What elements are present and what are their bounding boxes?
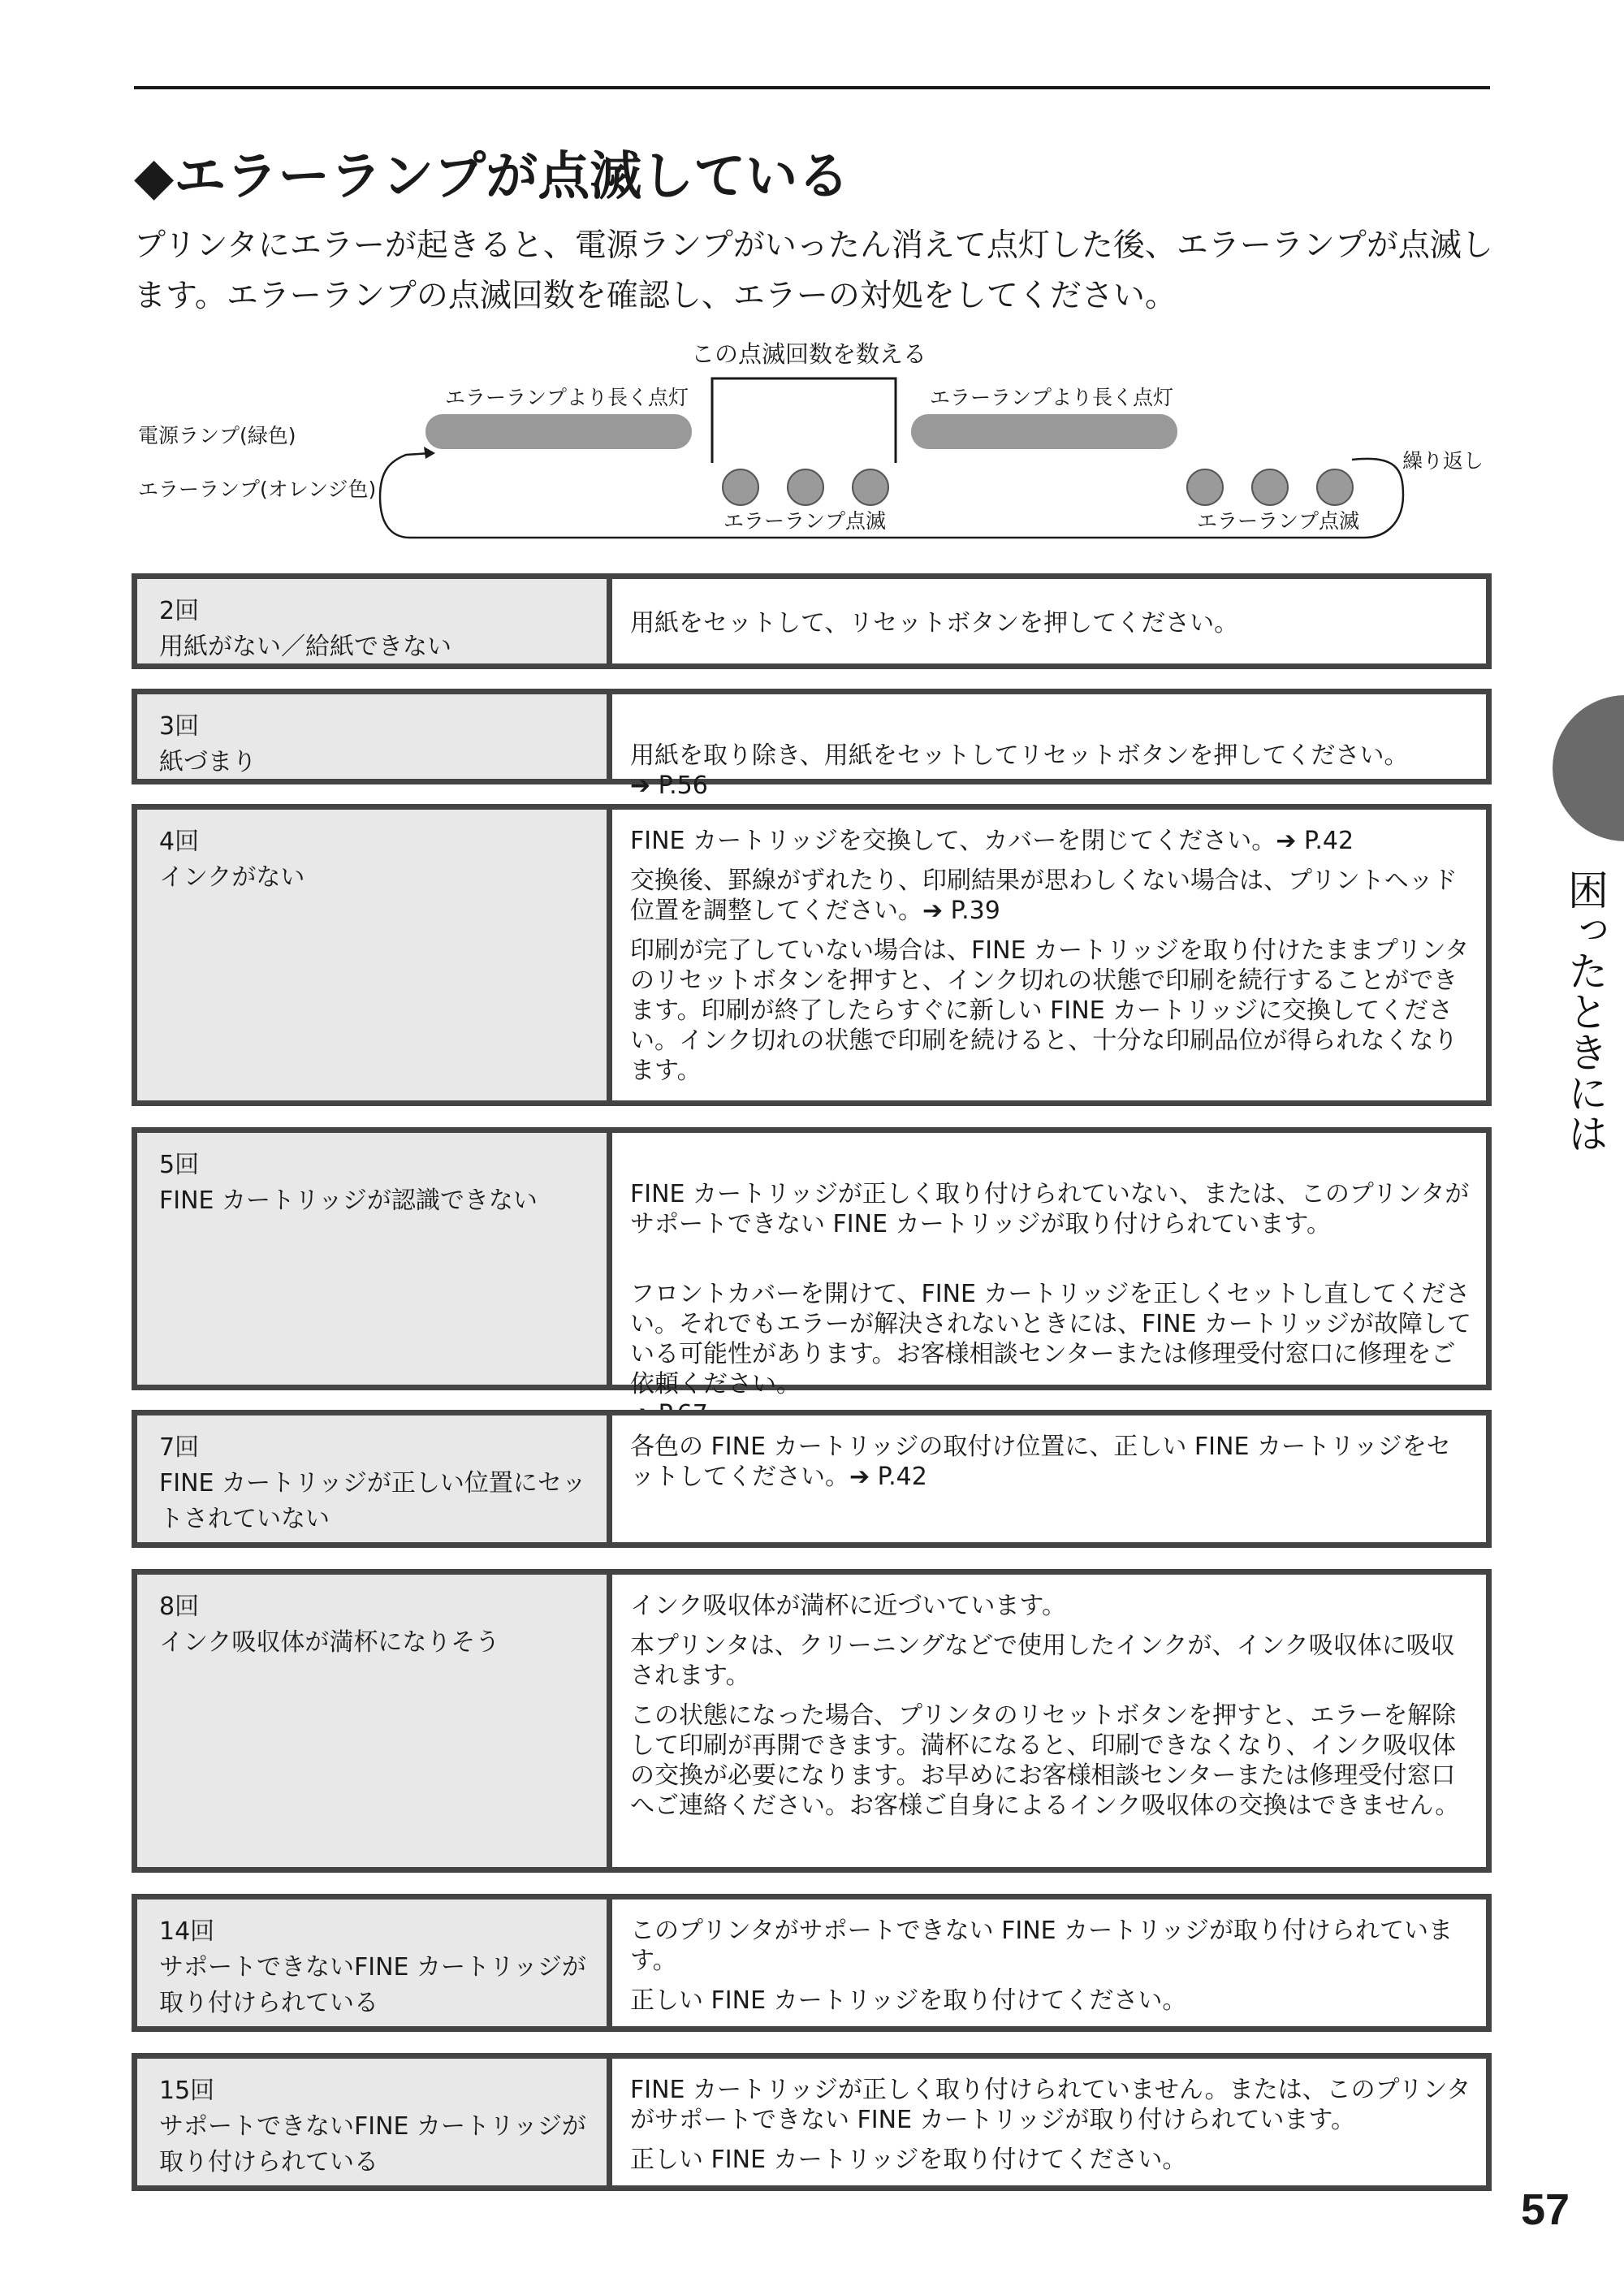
- long-label-left: エラーランプより長く点灯: [445, 386, 689, 409]
- power-lamp-bar-left: [425, 414, 692, 449]
- blink-count: 3回: [159, 712, 200, 741]
- page-title: ◆エラーランプが点滅している: [134, 147, 850, 207]
- error-table-5: [132, 1127, 1492, 1398]
- error-detail: 用紙を取り除き、用紙をセットしてリセットボタンを押してください。 ➔ P.56: [630, 741, 1409, 800]
- error-lamp-dot: [853, 469, 888, 505]
- error-detail: フロントカバーを開けて、FINE カートリッジを正しくセットし直してください。それでもエラーが解決されないときには、FINE カートリッジが故障している可能性があります。お客様相談センターまたは修理受付窓口に修理をご依頼ください。: [630, 1280, 1471, 1398]
- error-detail: 印刷が完了していない場合は、FINE カートリッジを取り付けたままプリンタのリセットボタンを押すと、インク切れの状態で印刷を続行することができます。印刷が終了したらすぐに新しい FINE カートリッジに交換してください。インク切れの状態で印刷を続けると、十分な印刷品位が得られなくなります。: [630, 936, 1470, 1085]
- page-number: 57: [1521, 2185, 1570, 2234]
- error-table-15: [132, 2053, 1492, 2191]
- count-bracket: [712, 378, 896, 463]
- error-table-4: [132, 804, 1492, 1106]
- error-detail: 交換後、罫線がずれたり、印刷結果が思わしくない場合は、プリントヘッド位置を調整してください。➔ P.39: [630, 867, 1458, 925]
- count-label: この点滅回数を数える: [691, 340, 927, 368]
- error-lamp-dot: [788, 469, 823, 505]
- blink-count: 5回: [159, 1151, 200, 1179]
- error-cell-right: [612, 1133, 1486, 1398]
- error-detail: このプリンタがサポートできない FINE カートリッジが取り付けられています。: [630, 1917, 1453, 1975]
- error-detail: FINE カートリッジが正しく取り付けられていない、または、このプリンタがサポートできない FINE カートリッジが取り付けられています。: [630, 1180, 1470, 1238]
- blink-label-left: エラーランプ点滅: [723, 509, 887, 533]
- error-cell-left: [137, 694, 612, 779]
- error-cell-left: [137, 579, 612, 663]
- error-cell-right: [612, 1415, 1486, 1542]
- error-cell-right: [612, 810, 1486, 1100]
- error-lamp-label: エラーランプ(オレンジ色): [138, 478, 377, 501]
- error-lamp-dot: [1317, 469, 1353, 505]
- error-cell-right: [612, 1900, 1486, 2026]
- chapter-tab: [1553, 695, 1624, 841]
- error-detail: 正しい FINE カートリッジを取り付けてください。: [630, 2146, 1187, 2174]
- error-name: 用紙がない／給紙できない: [159, 633, 451, 661]
- error-cell-left: [137, 1900, 612, 2026]
- repeat-arrow-head: [424, 447, 435, 459]
- blink-count: 14回: [159, 1917, 215, 1946]
- error-detail: FINE カートリッジを交換して、カバーを閉じてください。➔ P.42: [630, 827, 1354, 855]
- error-detail: 用紙をセットして、リセットボタンを押してください。: [630, 609, 1239, 638]
- error-detail: 本プリンタは、クリーニングなどで使用したインクが、インク吸収体に吸収されます。: [630, 1632, 1455, 1690]
- error-lamp-dot: [1252, 469, 1288, 505]
- error-detail: FINE カートリッジが正しく取り付けられていません。または、このプリンタがサポートできない FINE カートリッジが取り付けられています。: [630, 2076, 1471, 2134]
- error-table-7: [132, 1410, 1492, 1548]
- error-name: サポートできないFINE カートリッジが取り付けられている: [159, 1953, 586, 2017]
- error-cell-left: [137, 1575, 612, 1867]
- error-table-14: [132, 1894, 1492, 2032]
- blink-count: 15回: [159, 2077, 215, 2105]
- error-table-3: [132, 689, 1492, 800]
- power-lamp-bar-right: [911, 414, 1177, 449]
- error-detail: この状態になった場合、プリンタのリセットボタンを押すと、エラーを解除して印刷が再開できます。満杯になると、印刷できなくなり、インク吸収体の交換が必要になります。お早めにお客様相談センターまたは修理受付窓口へご連絡ください。お客様ご自身によるインク吸収体の交換はできません。: [630, 1701, 1460, 1820]
- error-cell-right: [612, 2059, 1486, 2185]
- error-name: サポートできないFINE カートリッジが取り付けられている: [159, 2112, 586, 2176]
- error-name: インク吸収体が満杯になりそう: [159, 1628, 500, 1657]
- error-lamp-dot: [723, 469, 758, 505]
- blink-count: 2回: [159, 597, 200, 625]
- intro-text: [134, 221, 1498, 322]
- power-lamp-label: 電源ランプ(緑色): [138, 424, 296, 447]
- error-name: FINE カートリッジが正しい位置にセットされていない: [159, 1469, 586, 1533]
- error-name: インクがない: [159, 863, 305, 892]
- error-detail: 正しい FINE カートリッジを取り付けてください。: [630, 1986, 1187, 2015]
- long-label-right: エラーランプより長く点灯: [930, 386, 1174, 409]
- error-detail: インク吸収体が満杯に近づいています。: [630, 1592, 1066, 1620]
- blink-count: 7回: [159, 1433, 200, 1462]
- blink-count: 4回: [159, 828, 200, 856]
- error-table-2: [132, 573, 1492, 669]
- error-cell-left: [137, 2059, 612, 2185]
- error-cell-left: [137, 1415, 612, 1542]
- error-table-8: [132, 1569, 1492, 1873]
- error-cell-right: [612, 579, 1486, 663]
- blink-label-right: エラーランプ点滅: [1197, 509, 1360, 533]
- error-lamp-dot: [1187, 469, 1223, 505]
- blink-count: 8回: [159, 1593, 200, 1621]
- error-name: 紙づまり: [159, 748, 257, 776]
- chapter-title: 困ったときには: [1561, 869, 1609, 1153]
- repeat-label: 繰り返し: [1402, 449, 1484, 473]
- blink-diagram: [0, 325, 1624, 560]
- top-rule: [134, 86, 1490, 89]
- error-cell-right: [612, 1575, 1486, 1867]
- error-name: FINE カートリッジが認識できない: [159, 1186, 538, 1215]
- intro-line-2: ます。エラーランプの点滅回数を確認し、エラーの対処をしてください。: [134, 278, 1177, 314]
- error-detail: 各色の FINE カートリッジの取付け位置に、正しい FINE カートリッジをセットしてください。➔ P.42: [630, 1433, 1451, 1491]
- error-cell-left: [137, 810, 612, 1100]
- error-cell-left: [137, 1133, 612, 1385]
- intro-line-1: プリンタにエラーが起きると、電源ランプがいったん消えて点灯した後、エラーランプが点滅し: [134, 227, 1493, 264]
- error-cell-right: [612, 694, 1486, 800]
